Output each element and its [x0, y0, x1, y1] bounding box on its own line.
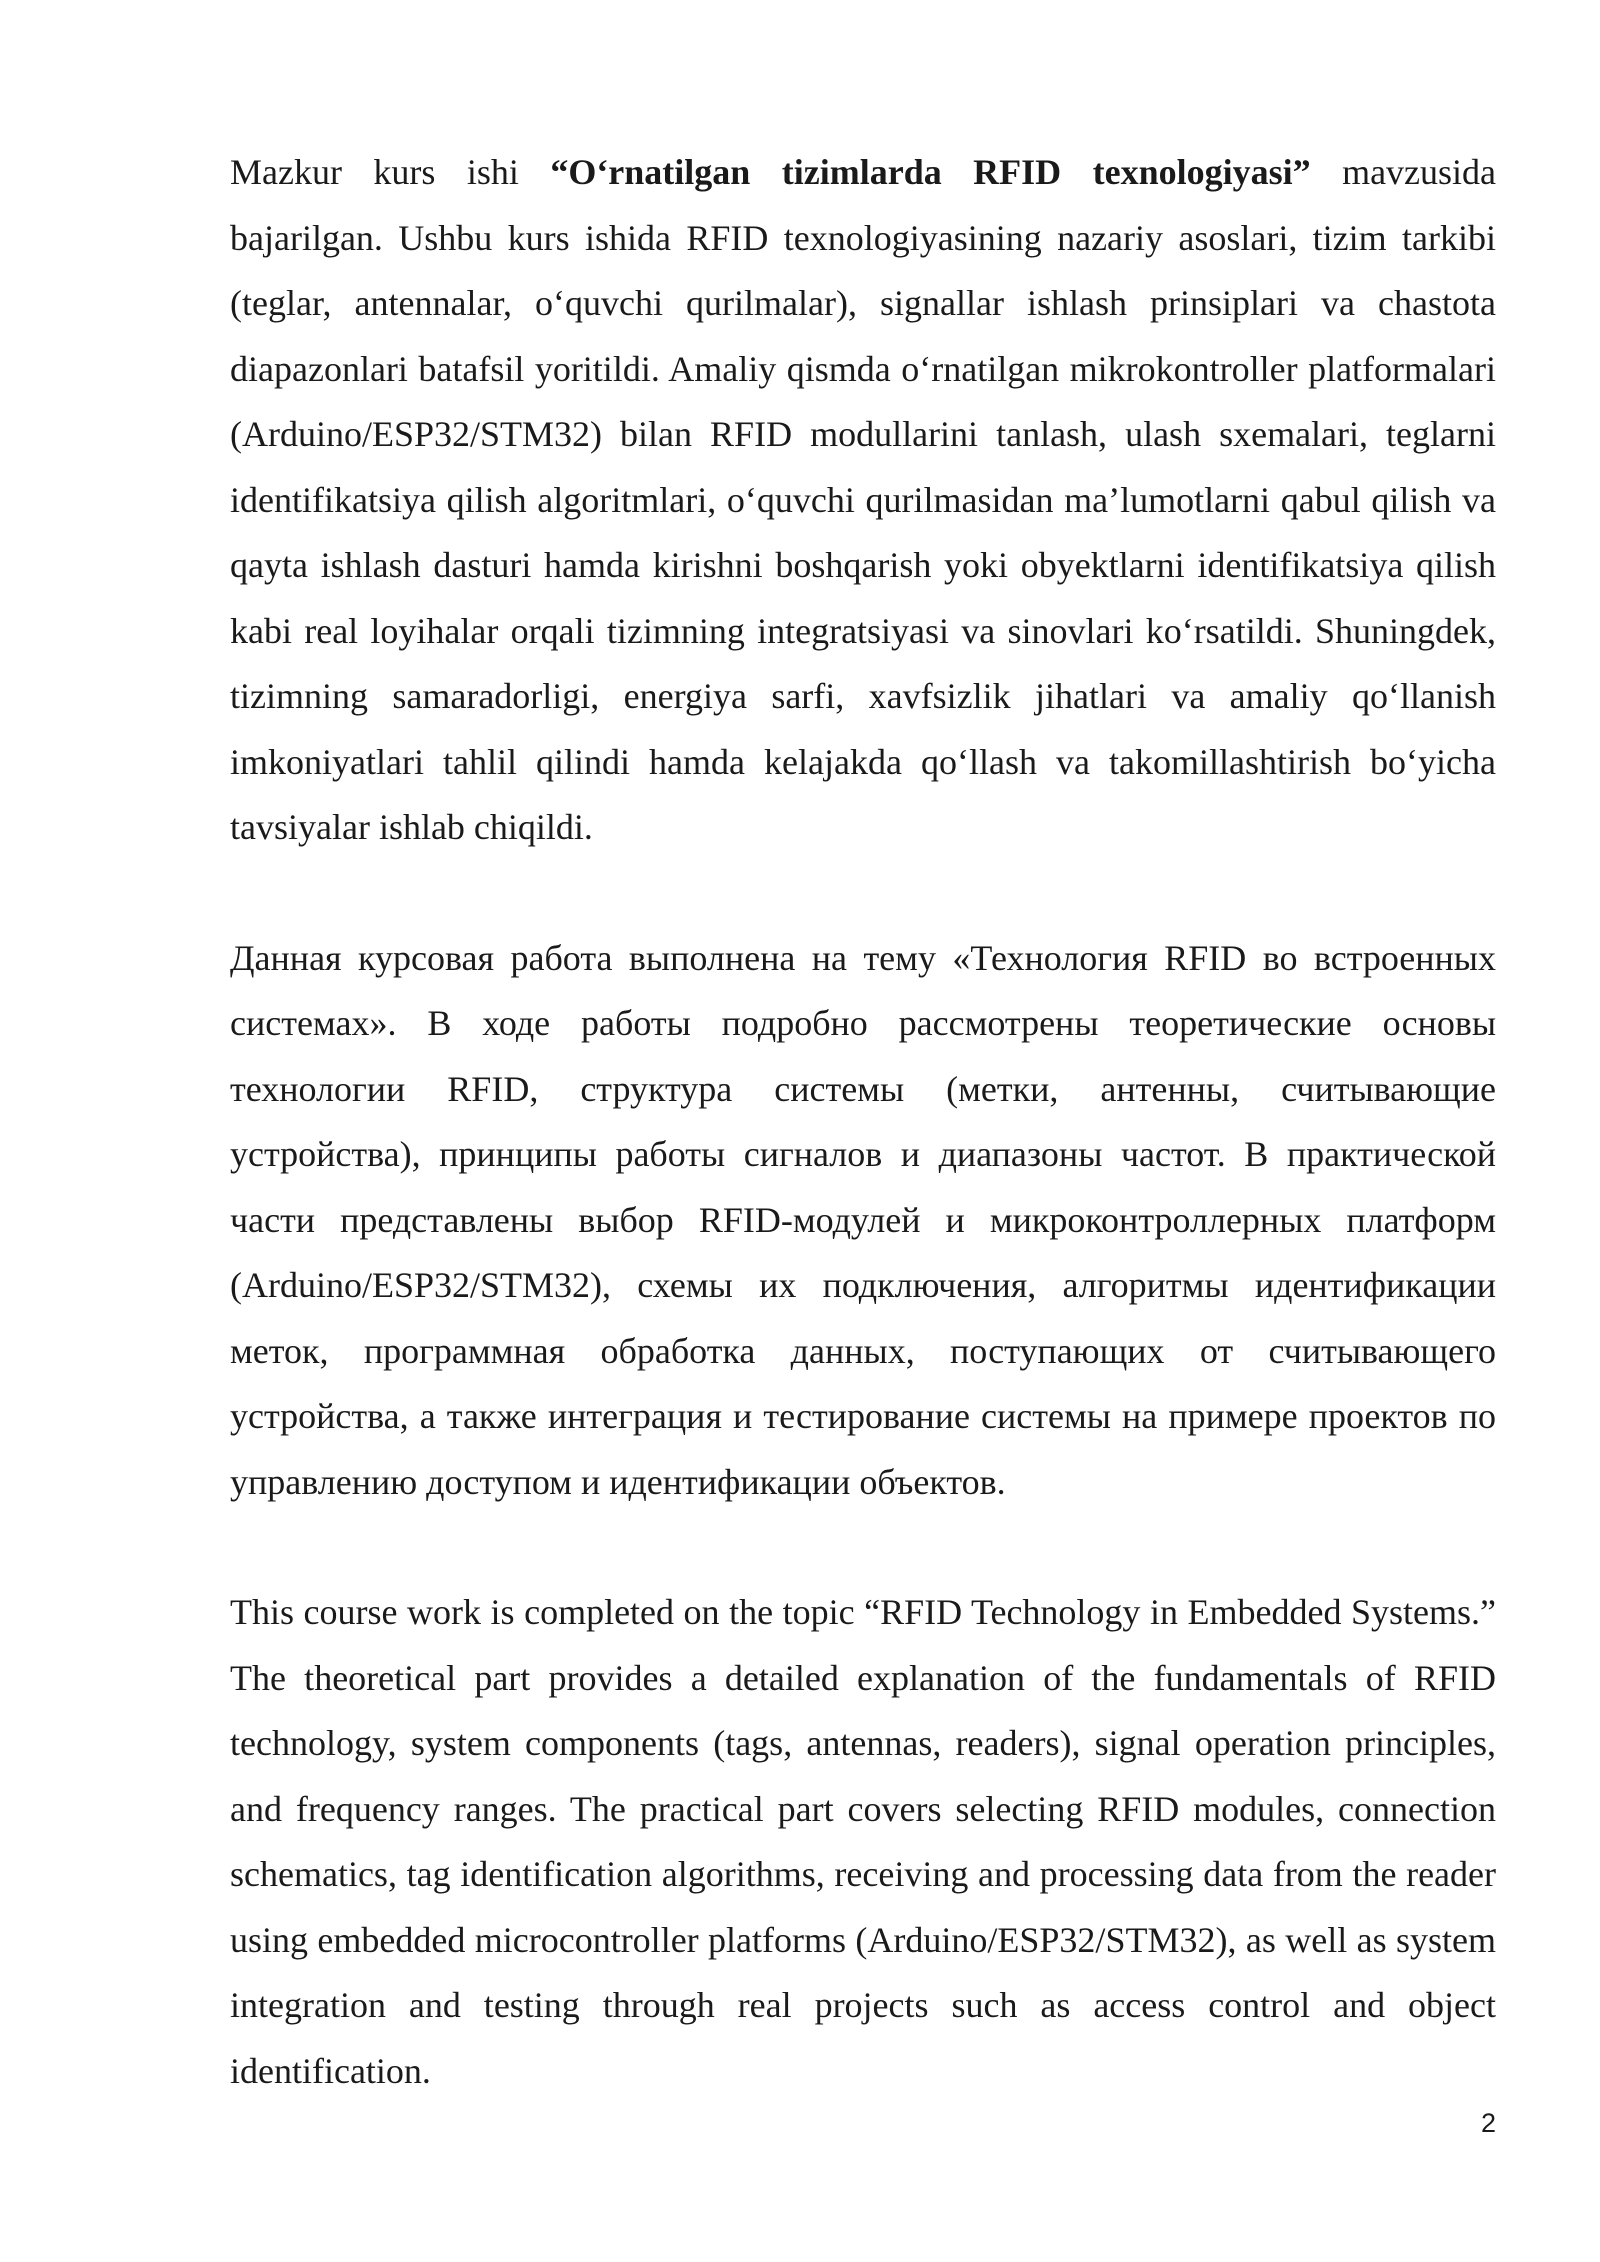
abstract-english: This course work is completed on the topic “RFID Technology in Embedded Systems.” The theoretical part provides a detailed explanation of the fundamentals of RFID technology, system components (tags, antennas, readers), signal operation principles, and frequency ranges. The practical part covers selecting RFID modules, connection schematics, tag identification algorithms, receiving and processing data from the reader using embedded microcontroller platforms (Arduino/ESP32/STM32), as well as system integration and testing through real projects such as access control and object identification.	[230, 1592, 1496, 2091]
abstract-russian: Данная курсовая работа выполнена на тему «Технология RFID во встроенных системах». В ходе работы подробно рассмотрены теоретические основы технологии RFID, структура системы (метки, антенны, считывающие устройства), принципы работы сигналов и диапазоны частот. В практической части представлены выбор RFID-модулей и микроконтроллерных платформ (Arduino/ESP32/STM32), схемы их подключения, алгоритмы идентификации меток, программная обработка данных, поступающих от считывающего устройства, а также интеграция и тестирование системы на примере проектов по управлению доступом и идентификации объектов.	[230, 937, 1496, 1502]
abstract-uzbek	[230, 140, 1496, 861]
page-number: 2	[1480, 2108, 1496, 2138]
abstract-uzbek-body: mavzusida bajarilgan. Ushbu kurs ishida RFID texnologiyasining nazariy asoslari, tizim tarkibi (teglar, antennalar, o‘quvchi qurilmalar), signallar ishlash prinsiplari va chastota diapazonlari batafsil yoritildi. Amaliy qismda o‘rnatilgan mikrokontroller platformalari (Arduino/ESP32/STM32) bilan RFID modullarini tanlash, ulash sxemalari, teglarni identifikatsiya qilish algoritmlari, o‘quvchi qurilmasidan ma’lumotlarni qabul qilish va qayta ishlash dasturi hamda kirishni boshqarish yoki obyektlarni identifikatsiya qilish kabi real loyihalar orqali tizimning integratsiyasi va sinovlari ko‘rsatildi. Shuningdek, tizimning samaradorligi, energiya sarfi, xavfsizlik jihatlari va amaliy qo‘llanish imkoniyatlari tahlil qilindi hamda kelajakda qo‘llash va takomillashtirish bo‘yicha tavsiyalar ishlab chiqildi.	[230, 152, 1497, 847]
page-content	[230, 140, 1496, 2104]
abstract-uzbek-topic: “O‘rnatilgan tizimlarda RFID texnologiyasi”	[550, 152, 1311, 192]
abstract-uzbek-lead: Mazkur kurs ishi	[230, 152, 551, 192]
